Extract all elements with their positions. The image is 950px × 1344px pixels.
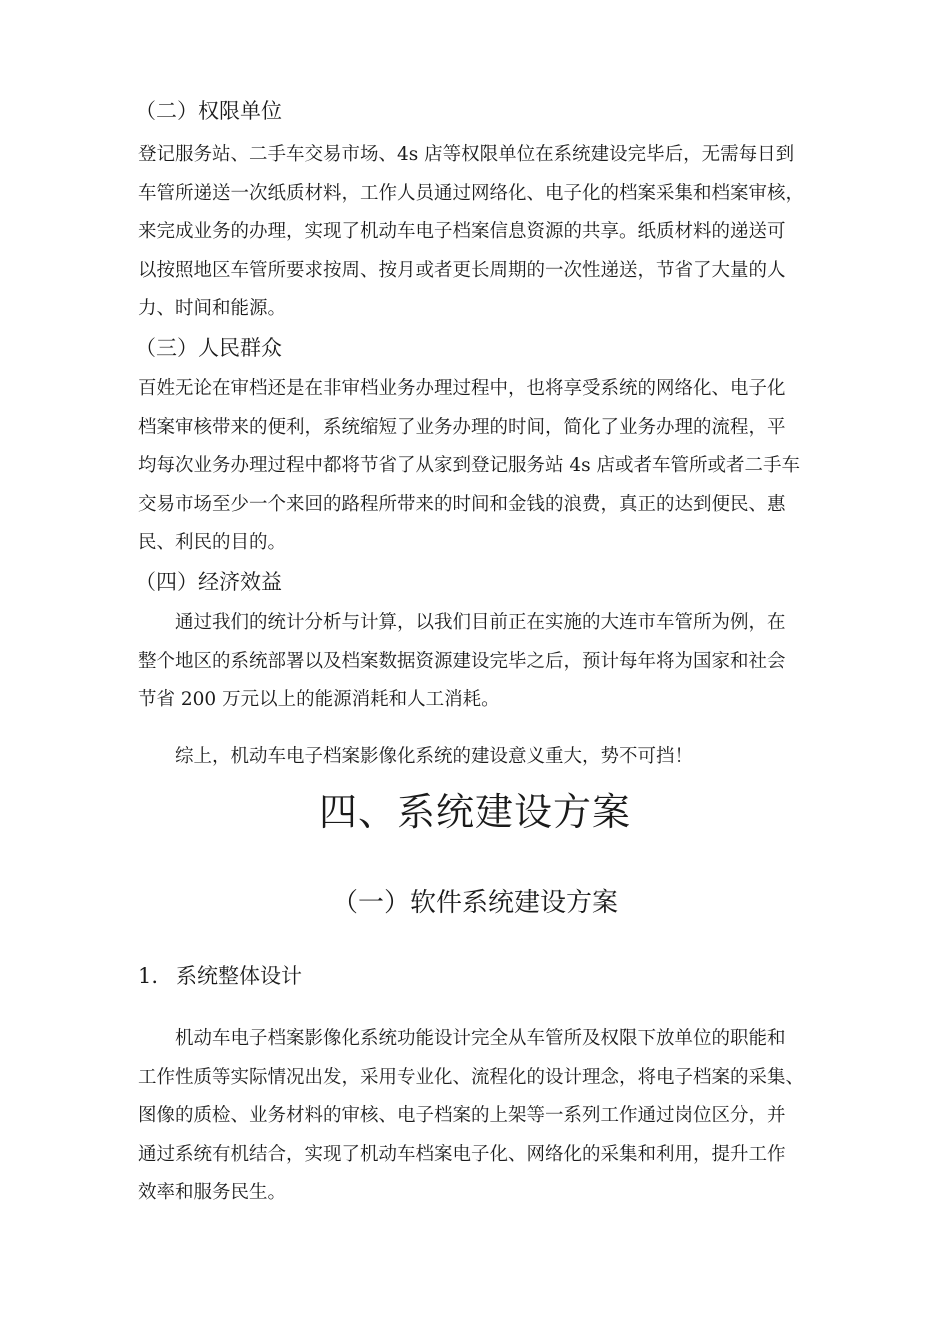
summary-paragraph — [138, 738, 828, 777]
text-line: 民、利民的目的。 — [138, 532, 287, 554]
text-line: 车管所递送一次纸质材料，工作人员通过网络化、电子化的档案采集和档案审核， — [138, 182, 805, 204]
summary-text: 综上，机动车电子档案影像化系统的建设意义重大，势不可挡！ — [175, 746, 694, 767]
paragraph-overall-design — [138, 1020, 828, 1213]
paragraph-authority-units — [138, 136, 828, 329]
item-number: 1. — [138, 964, 159, 988]
section-heading-authority-units: （二）权限单位 — [135, 99, 282, 123]
text-line: 节省 200 万元以上的能源消耗和人工消耗。 — [138, 689, 500, 711]
paragraph-public — [138, 370, 828, 563]
text-line: 百姓无论在审档还是在非审档业务办理过程中，也将享受系统的网络化、电子化 — [138, 378, 786, 399]
text-line: 效率和服务民生。 — [138, 1182, 287, 1204]
item-heading-overall-design — [138, 961, 302, 991]
text-line: 以按照地区车管所要求按周、按月或者更长周期的一次性递送，节省了大量的人 — [138, 259, 786, 281]
text-line: 机动车电子档案影像化系统功能设计完全从车管所及权限下放单位的职能和 — [175, 1028, 786, 1049]
section-title-software: （一）软件系统建设方案 — [331, 888, 618, 918]
section-heading-public: （三）人民群众 — [135, 336, 282, 360]
text-line: 力、时间和能源。 — [138, 298, 287, 320]
text-line: 交易市场至少一个来回的路程所带来的时间和金钱的浪费，真正的达到便民、惠 — [138, 493, 786, 515]
item-title: 系统整体设计 — [176, 964, 302, 988]
text-line: 图像的质检、业务材料的审核、电子档案的上架等一系列工作通过岗位区分，并 — [138, 1105, 786, 1127]
text-line: 工作性质等实际情况出发，采用专业化、流程化的设计理念，将电子档案的采集、 — [138, 1066, 805, 1088]
text-line: 通过系统有机结合，实现了机动车档案电子化、网络化的采集和利用，提升工作 — [138, 1143, 786, 1165]
section-heading-economic: （四）经济效益 — [135, 570, 282, 594]
text-line: 通过我们的统计分析与计算，以我们目前正在实施的大连市车管所为例，在 — [175, 612, 786, 633]
text-line: 登记服务站、二手车交易市场、4s 店等权限单位在系统建设完毕后，无需每日到 — [138, 144, 795, 165]
chapter-title: 四、系统建设方案 — [318, 790, 631, 834]
paragraph-economic — [138, 604, 828, 720]
text-line: 均每次业务办理过程中都将节省了从家到登记服务站 4s 店或者车管所或者二手车 — [138, 455, 801, 477]
text-line: 整个地区的系统部署以及档案数据资源建设完毕之后，预计每年将为国家和社会 — [138, 650, 786, 672]
text-line: 来完成业务的办理，实现了机动车电子档案信息资源的共享。纸质材料的递送可 — [138, 221, 786, 243]
text-line: 档案审核带来的便利，系统缩短了业务办理的时间，简化了业务办理的流程，平 — [138, 416, 786, 438]
